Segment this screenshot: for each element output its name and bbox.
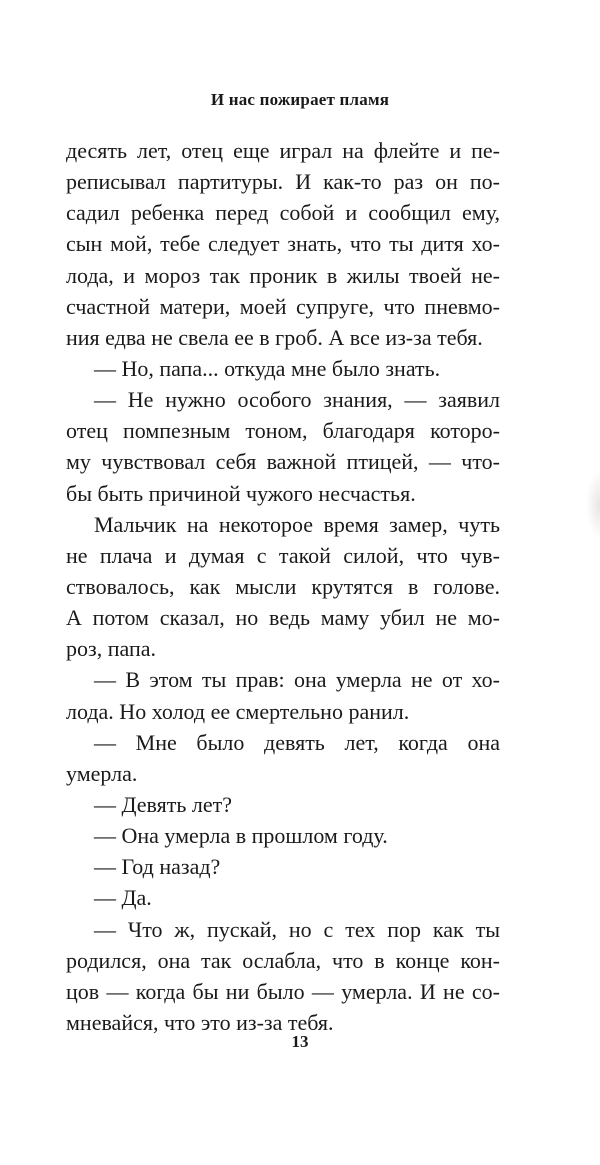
body-text [66, 135, 500, 1038]
paragraph [66, 851, 500, 882]
page-edge-shadow [586, 470, 600, 540]
paragraph [66, 914, 500, 1039]
text-line: бы быть причиной чужого несчастья. [66, 480, 416, 506]
text-line: — Да. [94, 885, 152, 911]
text-line: — В этом ты прав: она умерла не от хо- [94, 667, 500, 693]
paragraph [66, 727, 500, 789]
text-line: ствовалось, как мысли крутятся в голове. [66, 573, 500, 599]
paragraph [66, 664, 500, 726]
text-line: не плача и думая с такой силой, что чув- [66, 542, 500, 568]
page-number: 13 [291, 1032, 309, 1051]
text-line: цов — когда бы ни было — умерла. И не со- [66, 978, 500, 1004]
paragraph [66, 820, 500, 851]
text-line: лода. Но холод ее смертельно ранил. [66, 698, 410, 724]
text-line: мневайся, что это из-за тебя. [66, 1009, 334, 1035]
text-line: Мальчик на некоторое время замер, чуть [94, 511, 500, 537]
text-line: — Мне было девять лет, когда она [94, 729, 500, 755]
text-line: сын мой, тебе следует знать, что ты дитя хо- [66, 231, 500, 257]
text-line: садил ребенка перед собой и сообщил ему, [66, 200, 500, 226]
text-line: — Девять лет? [94, 791, 233, 817]
paragraph [66, 384, 500, 509]
text-line: реписывал партитуры. И как-то раз он по- [66, 169, 500, 195]
text-line: А потом сказал, но ведь маму убил не мо- [66, 605, 500, 631]
text-line: счастной матери, моей супруге, что пневмо- [66, 293, 500, 319]
running-header: И нас пожирает пламя [210, 90, 390, 109]
text-line: умерла. [66, 760, 138, 786]
text-line: — Она умерла в прошлом году. [94, 823, 388, 849]
text-line: — Не нужно особого знания, — заявил [94, 387, 500, 413]
text-line: десять лет, отец еще играл на флейте и пе- [66, 138, 500, 163]
text-line: — Что ж, пускай, но с тех пор как ты [94, 916, 500, 942]
paragraph [66, 789, 500, 820]
text-line: му чувствовал себя важной птицей, — что- [66, 449, 500, 475]
paragraph [66, 882, 500, 913]
paragraph [66, 135, 500, 353]
paragraph [66, 509, 500, 665]
text-line: — Год назад? [94, 854, 221, 880]
text-line: ния едва не свела ее в гроб. А все из-за тебя. [66, 324, 483, 350]
text-line: родился, она так ослабла, что в конце кон- [66, 947, 500, 973]
paragraph [66, 353, 500, 384]
text-line: лода, и мороз так проник в жилы твоей не- [66, 262, 500, 288]
text-line: отец помпезным тоном, благодаря которо- [66, 418, 500, 444]
text-line: — Но, папа... откуда мне было знать. [94, 355, 441, 381]
text-line: роз, папа. [66, 636, 156, 662]
